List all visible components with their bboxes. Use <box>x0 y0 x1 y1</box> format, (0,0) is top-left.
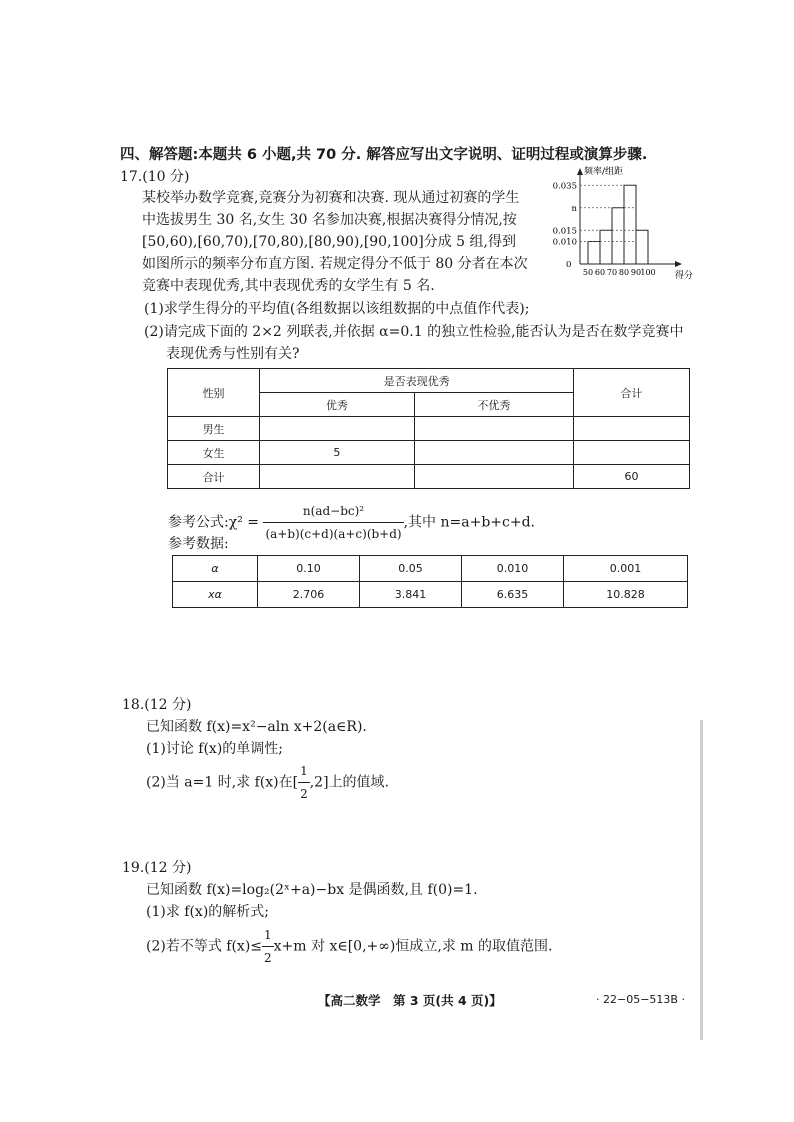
reference-table <box>172 555 688 608</box>
x-tick-label: 80 <box>618 268 630 277</box>
ref-cell: 0.010 <box>462 556 564 582</box>
q17-paragraph-line: 中选拔男生 30 名,女生 30 名参加决赛,根据决赛得分情况,按 <box>142 212 517 228</box>
q18-line1: 已知函数 f(x)=x²−aln x+2(a∈R). <box>146 719 367 735</box>
y-axis-arrow <box>577 168 583 175</box>
header-excellent: 优秀 <box>260 393 414 417</box>
q18-sub1: (1)讨论 f(x)的单调性; <box>146 741 283 757</box>
histogram-bar <box>612 208 624 264</box>
q17-paragraph-line: 如图所示的频率分布直方图. 若规定得分不低于 80 分者在本次 <box>142 256 528 272</box>
q19-line1: 已知函数 f(x)=log₂(2ˣ+a)−bx 是偶函数,且 f(0)=1. <box>146 882 478 898</box>
q19-sub2-part: x+m 对 x∈[0,+∞)恒成立,求 m 的取值范围. <box>273 938 553 955</box>
formula-tail: ,其中 n=a+b+c+d. <box>403 514 536 531</box>
table-cell <box>574 441 690 465</box>
formula-denominator: (a+b)(c+d)(a+c)(b+d) <box>265 527 402 541</box>
formula-numerator: n(ad−bc)² <box>263 500 403 523</box>
y-tick-label: 0.015 <box>552 226 577 237</box>
ref-cell: xα <box>173 582 258 608</box>
q17-header <box>120 166 189 186</box>
x-tick-label: 70 <box>606 268 618 277</box>
q18-sub2 <box>146 760 389 805</box>
table-cell <box>414 465 573 489</box>
formula-fraction <box>263 500 403 545</box>
q17-sub2-line2: 表现优秀与性别有关? <box>166 346 300 362</box>
x-tick-label: 90 <box>630 268 642 277</box>
q17-sub1: (1)求学生得分的平均值(各组数据以该组数据的中点值作代表); <box>144 301 530 317</box>
frequency-histogram <box>538 164 698 282</box>
q17-score: (10 分) <box>142 169 190 185</box>
header-total: 合计 <box>574 369 690 417</box>
histogram-bar <box>624 185 636 264</box>
ref-cell: 2.706 <box>258 582 360 608</box>
x-tick-label: 100 <box>640 268 656 277</box>
q19-sub1: (1)求 f(x)的解析式; <box>146 904 269 920</box>
ref-cell: 6.635 <box>462 582 564 608</box>
y-tick-label: 0 <box>566 260 572 270</box>
fraction-numerator: 1 <box>298 760 310 783</box>
page-footer: 【高二数学 第 3 页(共 4 页)】 <box>318 993 502 1008</box>
q17-paragraph-line: 某校举办数学竞赛,竞赛分为初赛和决赛. 现从通过初赛的学生 <box>142 190 520 206</box>
table-cell: 60 <box>574 465 690 489</box>
q19-sub2-part: (2)若不等式 f(x)≤ <box>146 938 263 955</box>
q18-header <box>122 694 191 714</box>
x-axis-label: 得分 <box>675 271 694 281</box>
y-tick-label: n <box>571 203 577 214</box>
fraction-half <box>262 924 274 969</box>
ref-cell: 0.05 <box>360 556 462 582</box>
q18-sub2-part: ,2]上的值域. <box>309 774 390 791</box>
header-excellent-group: 是否表现优秀 <box>260 369 574 393</box>
q17-paragraph-line: 竞赛中表现优秀,其中表现优秀的女学生有 5 名. <box>142 278 435 294</box>
ref-cell: 10.828 <box>564 582 688 608</box>
table-cell <box>260 465 414 489</box>
paper-code: · 22−05−513B · <box>596 993 685 1006</box>
y-axis-label: 频率/组距 <box>584 167 624 177</box>
table-cell <box>414 417 573 441</box>
header-not-excellent: 不优秀 <box>414 393 573 417</box>
scan-edge-shadow <box>700 720 703 1040</box>
fraction-half <box>298 760 310 805</box>
fraction-numerator: 1 <box>262 924 274 947</box>
table-cell: 5 <box>260 441 414 465</box>
ref-label: 参考数据: <box>168 536 229 552</box>
x-tick-label: 60 <box>594 268 606 277</box>
q19-score: (12 分) <box>144 860 192 876</box>
x-tick-label: 50 <box>582 268 594 277</box>
y-tick-label: 0.035 <box>552 181 577 192</box>
q19-header <box>122 857 191 877</box>
header-gender: 性别 <box>168 369 260 417</box>
q18-number: 18. <box>122 697 145 713</box>
q18-sub2-part: (2)当 a=1 时,求 f(x)在[ <box>146 774 299 791</box>
fraction-denominator: 2 <box>264 951 272 965</box>
table-cell <box>574 417 690 441</box>
row-label: 女生 <box>168 441 260 465</box>
q17-number: 17. <box>120 169 143 185</box>
section-title: 四、解答题:本题共 6 小题,共 70 分. 解答应写出文字说明、证明过程或演算步骤. <box>120 147 648 163</box>
ref-cell: α <box>173 556 258 582</box>
q17-sub2-line1: (2)请完成下面的 2×2 列联表,并依据 α=0.1 的独立性检验,能否认为是否在数学竞赛中 <box>144 324 684 340</box>
x-axis-arrow <box>675 261 682 267</box>
ref-cell: 0.10 <box>258 556 360 582</box>
row-label: 男生 <box>168 417 260 441</box>
y-tick-label: 0.010 <box>552 237 577 248</box>
contingency-table <box>167 368 690 489</box>
table-cell <box>260 417 414 441</box>
histogram-bar <box>636 230 648 264</box>
ref-cell: 0.001 <box>564 556 688 582</box>
q17-paragraph-line: [50,60),[60,70),[70,80),[80,90),[90,100]分成 5 组,得到 <box>142 234 516 250</box>
q19-number: 19. <box>122 860 145 876</box>
formula-label: 参考公式:χ² = <box>168 514 259 531</box>
histogram-bar <box>588 242 600 265</box>
q19-sub2 <box>146 924 552 969</box>
histogram-bar <box>600 230 612 264</box>
q17-paragraph <box>142 187 532 297</box>
ref-cell: 3.841 <box>360 582 462 608</box>
row-label: 合计 <box>168 465 260 489</box>
fraction-denominator: 2 <box>300 787 308 801</box>
q18-score: (12 分) <box>144 697 192 713</box>
table-cell <box>414 441 573 465</box>
